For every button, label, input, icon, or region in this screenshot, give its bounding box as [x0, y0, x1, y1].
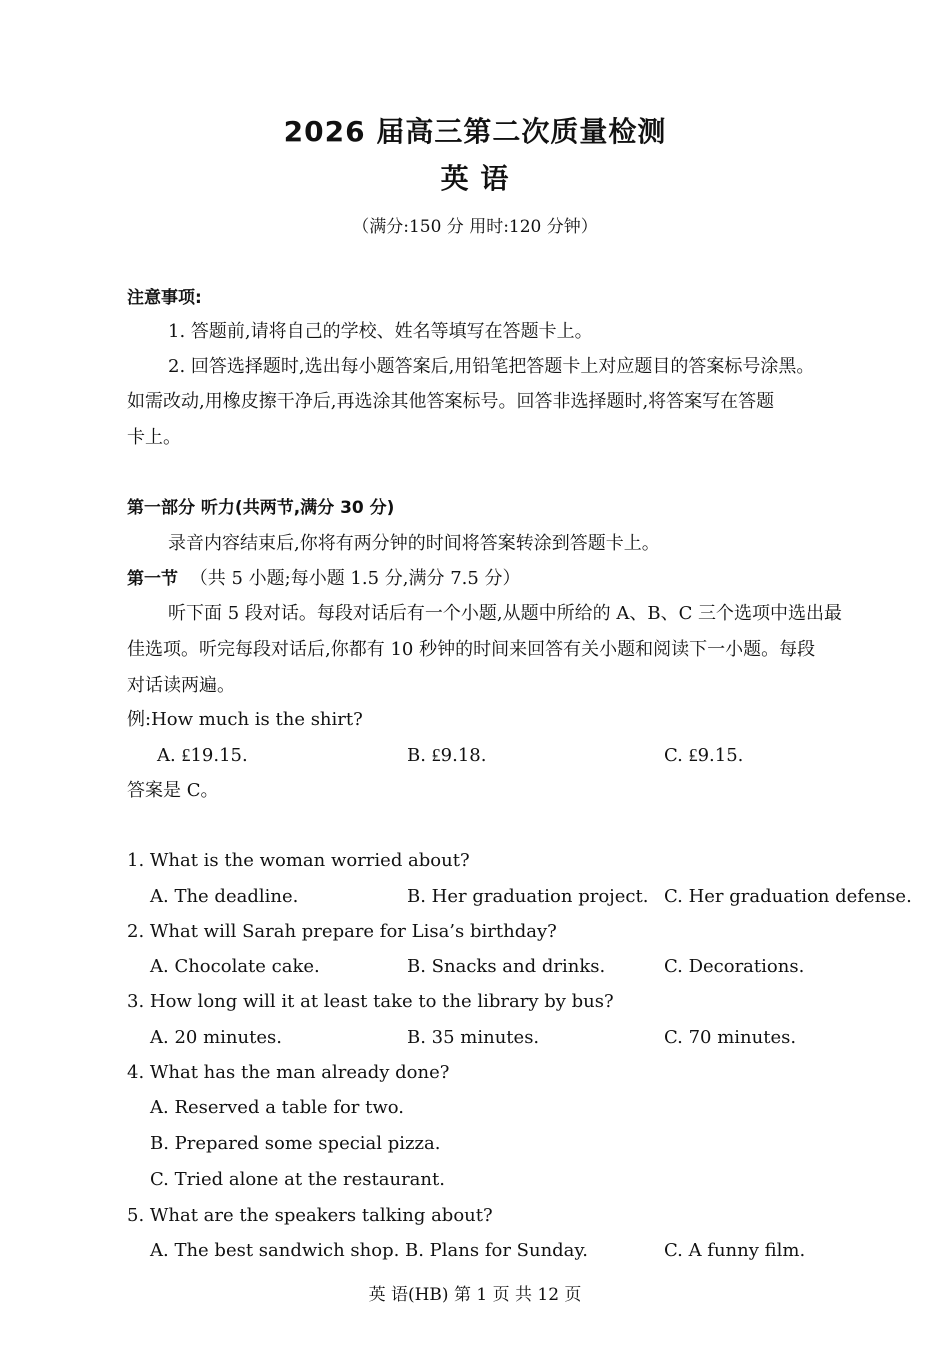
question-3: 3. How long will it at least take to the library by bus? — [127, 991, 614, 1012]
section1-meta: （共 5 小题;每小题 1.5 分,满分 7.5 分） — [189, 568, 521, 589]
question-2-option-c: C. Decorations. — [664, 956, 805, 977]
notice-item-2-line-3: 卡上。 — [127, 427, 181, 448]
example-answer: 答案是 C。 — [127, 780, 219, 801]
question-5-option-a: A. The best sandwich shop. — [150, 1240, 400, 1261]
question-4-option-c: C. Tried alone at the restaurant. — [150, 1169, 445, 1190]
question-5-option-c: C. A funny film. — [664, 1240, 806, 1261]
question-4-option-a: A. Reserved a table for two. — [150, 1097, 404, 1118]
notice-heading: 注意事项: — [127, 288, 202, 308]
page-footer: 英 语(HB) 第 1 页 共 12 页 — [368, 1285, 582, 1305]
instruction-line-2: 佳选项。听完每段对话后,你都有 10 秒钟的时间来回答有关小题和阅读下一小题。每段 — [127, 639, 816, 660]
part1-intro: 录音内容结束后,你将有两分钟的时间将答案转涂到答题卡上。 — [168, 533, 660, 554]
question-5: 5. What are the speakers talking about? — [127, 1205, 493, 1226]
example-option-a: A. ₤19.15. — [157, 745, 248, 766]
example-option-b: B. ₤9.18. — [407, 745, 487, 766]
section1-heading: 第一节 — [127, 569, 178, 589]
question-1-option-c: C. Her graduation defense. — [664, 886, 912, 907]
instruction-line-3: 对话读两遍。 — [127, 675, 235, 696]
notice-item-1: 1. 答题前,请将自己的学校、姓名等填写在答题卡上。 — [168, 321, 593, 342]
example-question: 例:How much is the shirt? — [127, 709, 363, 730]
question-5-option-b: B. Plans for Sunday. — [405, 1240, 588, 1261]
instruction-line-1: 听下面 5 段对话。每段对话后有一个小题,从题中所给的 A、B、C 三个选项中选出最 — [168, 603, 843, 624]
question-1-option-b: B. Her graduation project. — [407, 886, 649, 907]
question-2-option-b: B. Snacks and drinks. — [407, 956, 606, 977]
question-3-option-b: B. 35 minutes. — [407, 1027, 540, 1048]
question-2: 2. What will Sarah prepare for Lisa’s birthday? — [127, 921, 557, 942]
question-3-option-c: C. 70 minutes. — [664, 1027, 797, 1048]
part1-heading: 第一部分 听力(共两节,满分 30 分) — [127, 498, 395, 518]
section1-header — [127, 567, 907, 591]
question-4: 4. What has the man already done? — [127, 1062, 450, 1083]
exam-meta: （满分:150 分 用时:120 分钟） — [352, 217, 598, 237]
question-2-option-a: A. Chocolate cake. — [150, 956, 320, 977]
subject-title: 英 语 — [440, 162, 510, 195]
example-option-c: C. ₤9.15. — [664, 745, 744, 766]
question-3-option-a: A. 20 minutes. — [150, 1027, 282, 1048]
notice-item-2-line-1: 2. 回答选择题时,选出每小题答案后,用铅笔把答题卡上对应题目的答案标号涂黑。 — [168, 356, 815, 377]
question-4-option-b: B. Prepared some special pizza. — [150, 1133, 441, 1154]
notice-item-2-line-2: 如需改动,用橡皮擦干净后,再选涂其他答案标号。回答非选择题时,将答案写在答题 — [127, 391, 775, 412]
question-1: 1. What is the woman worried about? — [127, 850, 470, 871]
question-1-option-a: A. The deadline. — [150, 886, 299, 907]
exam-title: 2026 届高三第二次质量检测 — [283, 115, 667, 148]
